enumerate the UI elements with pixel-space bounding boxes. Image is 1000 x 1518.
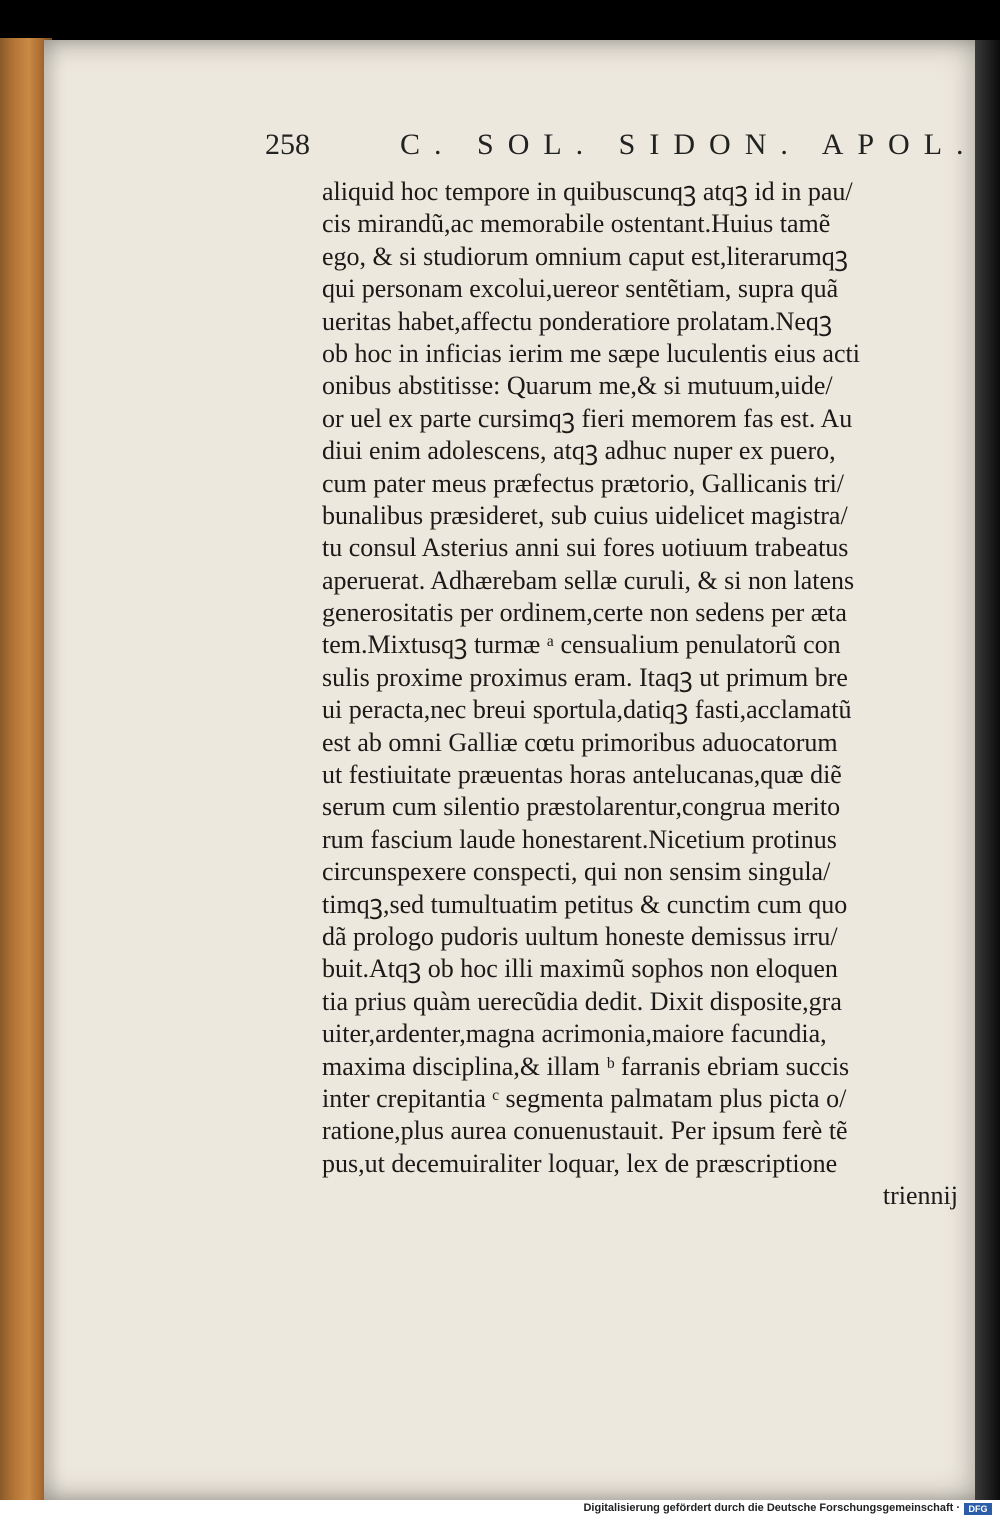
text-line: est ab omni Galliæ cœtu primoribus aduocatorum bbox=[322, 727, 838, 757]
text-line: pus,ut decemuiraliter loquar, lex de præscriptione bbox=[322, 1148, 838, 1178]
text-line: uiter,ardenter,magna acrimonia,maiore facundia, bbox=[322, 1019, 827, 1049]
text-line: ego, & si studiorum omnium caput est,literarumqꝫ bbox=[322, 241, 848, 271]
text-line: maxima disciplina,& illam ᵇ farranis ebriam succis bbox=[322, 1051, 850, 1081]
funding-credit: Digitalisierung gefördert durch die Deutsche Forschungsgemeinschaft · bbox=[583, 1502, 960, 1514]
text-line: timqꝫ,sed tumultuatim petitus & cunctim cum quo bbox=[322, 889, 848, 919]
text-line: ratione,plus aurea conuenustauit. Per ipsum ferè tẽ bbox=[322, 1116, 848, 1146]
text-line: or uel ex parte cursimqꝫ fieri memorem fas est. Au bbox=[322, 403, 853, 433]
text-line: inter crepitantia ᶜ segmenta palmatam plus picta o/ bbox=[322, 1083, 847, 1113]
text-line: bunalibus præsideret, sub cuius uidelicet magistra/ bbox=[322, 500, 848, 530]
text-line: ob hoc in inficias ierim me sæpe luculentis eius acti bbox=[322, 338, 860, 368]
text-line: ueritas habet,affectu ponderatiore prolatam.Neqꝫ bbox=[322, 306, 833, 336]
text-line: buit.Atqꝫ ob hoc illi maximũ sophos non eloquen bbox=[322, 954, 838, 984]
text-line: generositatis per ordinem,certe non sedens per æta bbox=[322, 598, 847, 628]
text-line: tem.Mixtusqꝫ turmæ ᵃ censualium penulatorũ con bbox=[322, 630, 841, 660]
running-head bbox=[265, 128, 978, 168]
text-line: cis mirandũ,ac memorabile ostentant.Huius tamẽ bbox=[322, 209, 831, 239]
footer-bar bbox=[0, 1500, 1000, 1518]
page-gutter-shadow bbox=[975, 40, 1000, 1500]
text-line: aperuerat. Adhærebam sellæ curuli, & si non latens bbox=[322, 565, 855, 595]
text-line: dã prologo pudoris uultum honeste demissus irru/ bbox=[322, 921, 838, 951]
dfg-logo: DFG bbox=[964, 1503, 992, 1515]
text-line: ut festiuitate præuentas horas antelucanas,quæ diẽ bbox=[322, 760, 842, 790]
text-line: sulis proxime proximus eram. Itaqꝫ ut primum bre bbox=[322, 662, 848, 692]
text-line: aliquid hoc tempore in quibuscunqꝫ atqꝫ id in pau/ bbox=[322, 177, 853, 206]
text-line: onibus abstitisse: Quarum me,& si mutuum,uide/ bbox=[322, 371, 833, 401]
text-line: tu consul Asterius anni sui fores uotiuum trabeatus bbox=[322, 533, 849, 563]
text-line: tia prius quàm uerecũdia dedit. Dixit disposite,gra bbox=[322, 986, 842, 1016]
text-line: circunspexere conspecti, qui non sensim singula/ bbox=[322, 857, 831, 887]
scanner-top-band bbox=[0, 0, 1000, 40]
text-line: diui enim adolescens, atqꝫ adhuc nuper ex puero, bbox=[322, 436, 836, 466]
running-title: C. SOL. SIDON. APOL. bbox=[400, 128, 978, 161]
page-number: 258 bbox=[265, 128, 310, 161]
catchword: triennij bbox=[882, 1181, 958, 1211]
text-line: ui peracta,nec breui sportula,datiqꝫ fasti,acclamatũ bbox=[322, 695, 852, 725]
text-line: cum pater meus præfectus prætorio, Gallicanis tri/ bbox=[322, 468, 845, 498]
text-line: serum cum silentio præstolarentur,congrua merito bbox=[322, 792, 841, 822]
body-text bbox=[322, 176, 958, 1213]
text-line: qui personam excolui,uereor sentẽtiam, supra quã bbox=[322, 274, 839, 304]
text-line: rum fascium laude honestarent.Nicetium protinus bbox=[322, 824, 837, 854]
